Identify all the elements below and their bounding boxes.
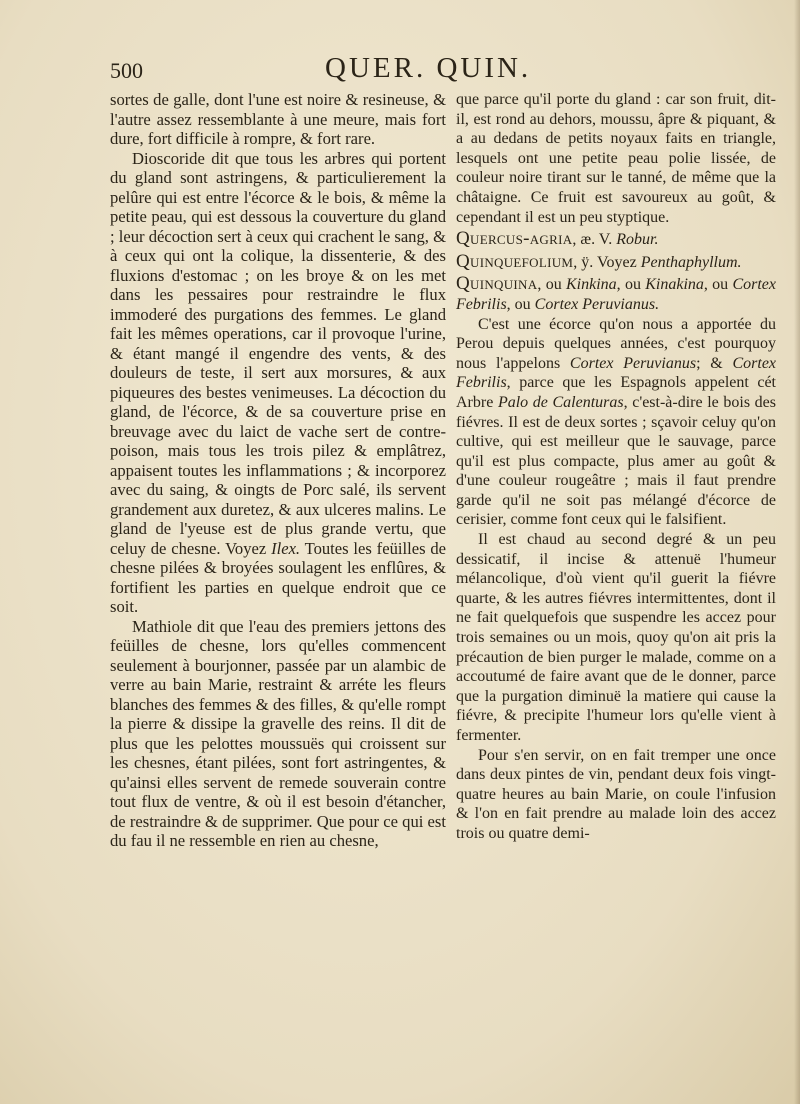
latin-term: Cortex Peruvianus	[569, 354, 697, 372]
entry-text: , ou	[537, 276, 562, 294]
paragraph-text: C'est une écorce qu'on nous a apportée du Perou depuis quelques années, c'est pourquoy nous l'appelons	[456, 315, 776, 372]
entry-synonym: Cortex Febrilis	[456, 276, 776, 313]
cross-reference-term: Penthaphyllum.	[640, 253, 742, 271]
entry-synonym: Kinakina	[645, 276, 704, 294]
cross-reference-term: Ilex.	[271, 538, 301, 558]
entry-headword: Quercus-agria	[456, 228, 573, 250]
paragraph: que parce qu'il porte du gland : car son fruit, dit-il, est rond au dehors, moussu, âpre & piquant, & a au dedans de petits noyaux faits en triangle, lesquels ont une petite peau polie lissée, de couleur noire tirant sur le tanné, de même que la châtaigne. Ce fruit est savoureux au goût, & cependant il est un peu styptique.	[456, 91, 776, 226]
entry-text: , ou	[703, 276, 729, 294]
dictionary-entry	[456, 274, 776, 314]
entry-synonym: Cortex Peruvianus.	[534, 295, 660, 313]
paragraph-text: Toutes les feüilles de chesne pilées & broyées soulagent les enflûres, & fortifient les parties en quelque endroit que ce soit.	[110, 538, 446, 616]
paragraph	[110, 149, 446, 617]
entry-text: , ÿ. Voyez	[573, 253, 637, 271]
left-column	[110, 90, 446, 851]
paragraph: Mathiole dit que l'eau des premiers jettons des feüilles de chesne, lors qu'elles commencent seulement à bourjonner, passée par un alambic de verre au bain Marie, restraint & arréte les fleurs blanches des femmes & des filles, & qu'elle rompt la pierre & dissipe la gravelle des reins. Il dit de plus que les pelottes moussuës qui croissent sur les chesnes, étant pilées, sont fort astringentes, & qu'ainsi elles servent de remede souverain contre tout flux de ventre, & où il est besoin d'étancher, de restraindre & de supprimer. Que pour ce qui est du fau il ne ressemble en rien au chesne,	[110, 616, 446, 850]
page-number: 500	[110, 58, 143, 83]
page-edge-shadow	[794, 0, 800, 1104]
entry-headword: Quinquina	[456, 273, 538, 295]
entry-synonym: Kinkina	[565, 276, 617, 294]
page-header	[110, 52, 760, 90]
paragraph: Pour s'en servir, on en fait tremper une once dans deux pintes de vin, pendant deux fois vingt-quatre heures au bain Marie, on coule l'infusion & l'on en fait prendre au malade loin des accez trois ou quatre demi-	[456, 746, 776, 842]
spanish-term: Palo de Calenturas	[497, 393, 624, 411]
right-column	[456, 90, 776, 844]
paragraph	[456, 315, 776, 531]
entry-text: , æ. V.	[572, 231, 613, 249]
entry-text: , ou	[616, 276, 641, 294]
running-head: QUER. QUIN.	[325, 52, 532, 84]
paragraph-text: , c'est-à-dire le bois des fiévres. Il est de deux sortes ; sçavoir celuy qu'on cultive, qui est meilleur que le sauvage, parce qu'il est plus compacte, plus amer au goût & d'une couleur rougeâtre ; mais il faut prendre garde qu'il ne soit pas mélangé d'écorce de cerisier, comme font ceux qui le falsifient.	[456, 393, 777, 529]
latin-term: Cortex Febrilis	[456, 354, 777, 392]
dictionary-entry	[456, 252, 776, 273]
entry-headword: Quinquefolium	[456, 250, 574, 272]
paragraph-text: ; &	[696, 354, 723, 372]
paragraph: Il est chaud au second degré & un peu dessicatif, il incise & attenuë l'humeur mélancolique, d'où vient qu'il guerit la fiévre quarte, & les autres fiévres intermittentes, dont il ne fait quelquefois que suspendre les accez pour trois semaines ou un mois, quoy qu'on ait pris la précaution de bien purger le malade, comme on a accoutumé de faire avant que de le donner, parce que la purgation diminuë la matiere qui cause la fiévre, & precipite l'humeur lors qu'elle vient à fermenter.	[456, 531, 776, 744]
paragraph-text: , parce que les Espagnols appelent cét Arbre	[456, 374, 776, 411]
paragraph: sortes de galle, dont l'une est noire & resineuse, & l'autre assez ressemblante à une meure, mais fort dure, fort difficile à rompre, & fort rare.	[110, 90, 446, 148]
cross-reference-term: Robur.	[616, 231, 659, 249]
entry-text: , ou	[506, 295, 531, 313]
dictionary-entry	[456, 229, 776, 250]
paragraph-text: Dioscoride dit que tous les arbres qui portent du gland sont astringens, & particulierement la pelûre qui est entre l'écorce & le bois, & même la petite peau, qui est dessous la couverture du gland ; leur décoction sert à ceux qui crachent le sang, & à ceux qui ont la colique, la dissenterie, & des fluxions d'estomac ; on les broye & on les met dans les pessaires pour restraindre le flux immoderé des purgations des femmes. Le gland fait les mêmes operations, car il provoque l'urine, & étant mangé il engendre des vents, & des douleurs de teste, il sert aux morsures, & aux piqueures des bestes venimeuses. La décoction du gland, de l'écorce, & de sa couverture prise en breuvage avec du laict de vache sert de contre-poison, mais tous les trois pilez & emplâtrez, appaisent toutes les inflammations ; & incorporez avec du saing, & oingts de Porc salé, ils servent grandement aux duretez, & aux ulceres malins. Le gland de l'yeuse est de plus grande vertu, que celuy de chesne.	[110, 148, 446, 558]
cross-reference: Voyez	[225, 538, 267, 558]
